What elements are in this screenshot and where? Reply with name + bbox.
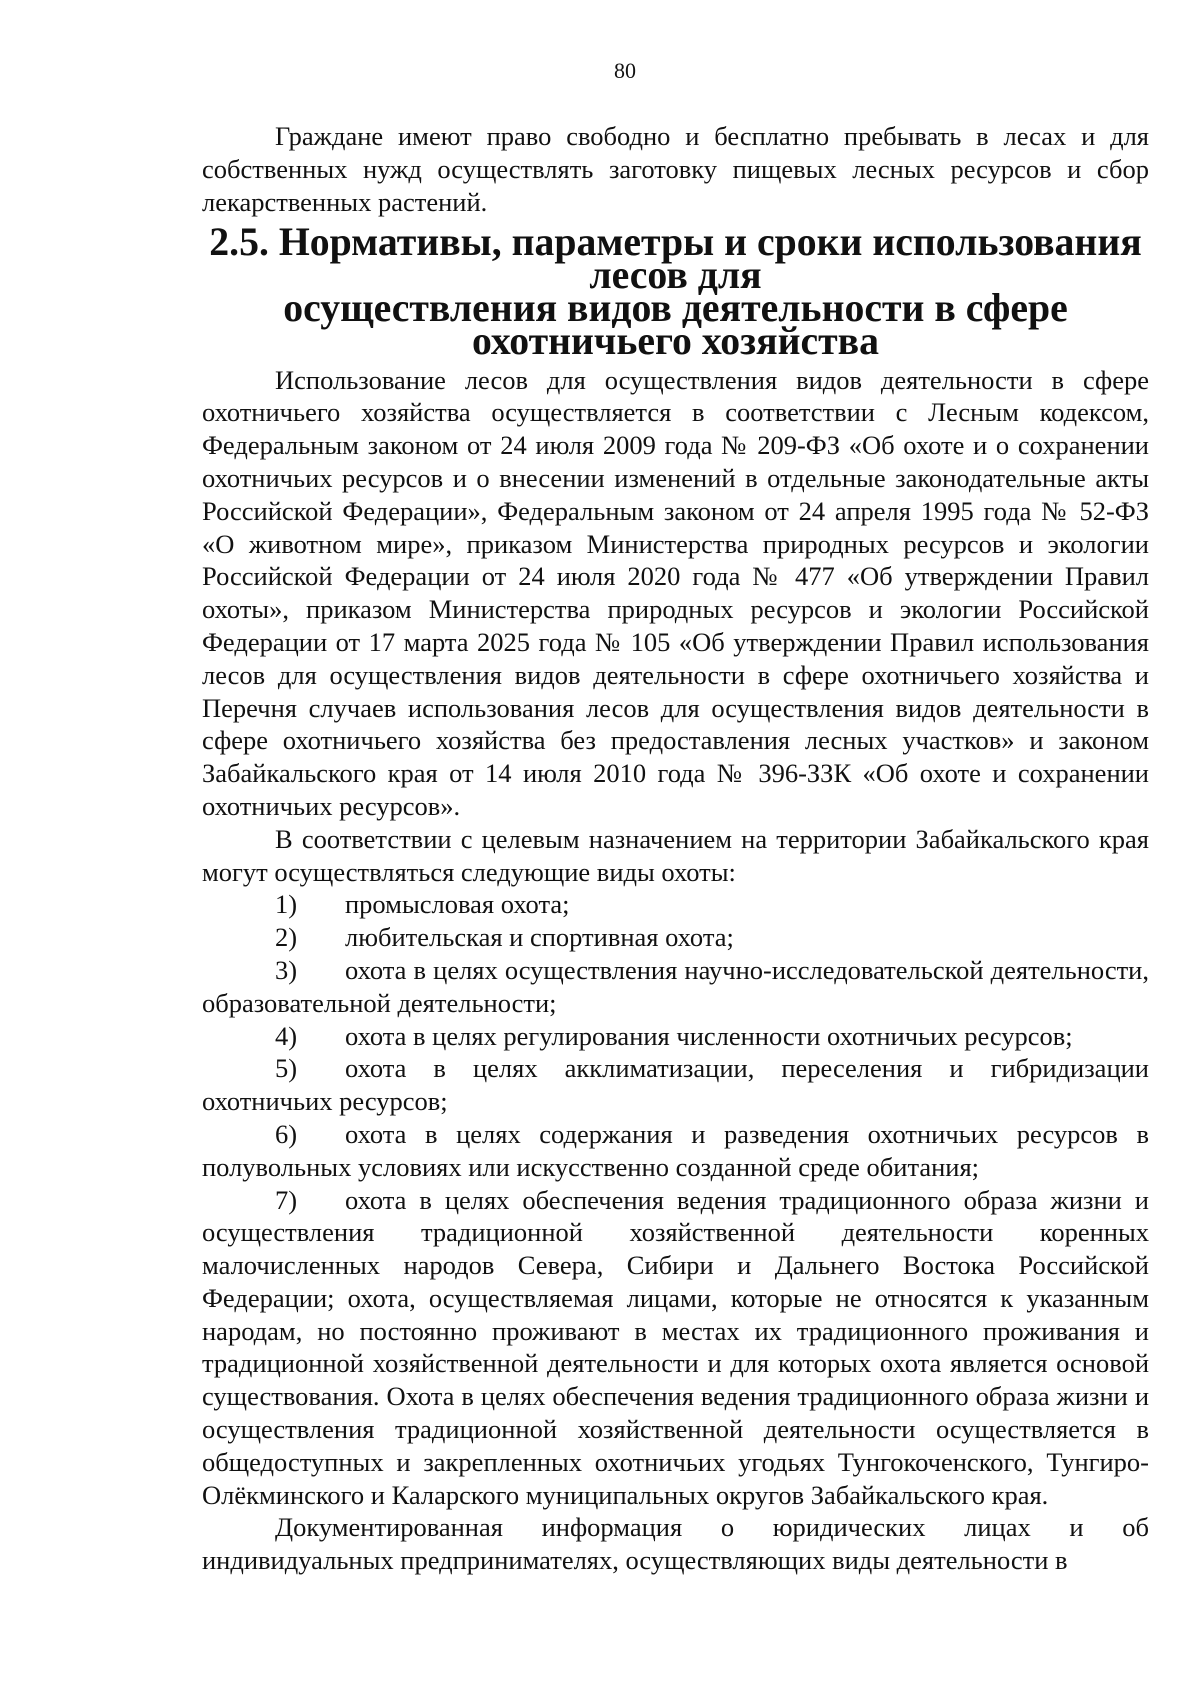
- list-item-text: охота в целях осуществления научно-исследовательской деятельности, образовательной деятельности;: [202, 954, 1149, 1018]
- list-item-text: охота в целях содержания и разведения охотничьих ресурсов в полувольных условиях или искусственно созданной среде обитания;: [202, 1118, 1149, 1182]
- paragraph-legal-basis: Использование лесов для осуществления видов деятельности в сфере охотничьего хозяйства осуществляется в соответствии с Лесным кодексом, Федеральным законом от 24 июля 2009 года № 209-ФЗ «Об охоте и о сохранении охотничьих ресурсов и о внесении изменений в отдельные законодательные акты Российской Федерации», Федеральным законом от 24 апреля 1995 года № 52-ФЗ «О животном мире», приказом Министерства природных ресурсов и экологии Российской Федерации от 24 июля 2020 года № 477 «Об утверждении Правил охоты», приказом Министерства природных ресурсов и экологии Российской Федерации от 17 марта 2025 года № 105 «Об утверждении Правил использования лесов для осуществления видов деятельности в сфере охотничьего хозяйства и Перечня случаев использования лесов для осуществления видов деятельности в сфере охотничьего хозяйства без предоставления лесных участков» и законом Забайкальского края от 14 июля 2010 года № 396-ЗЗК «Об охоте и сохранении охотничьих ресурсов».: [202, 364, 1149, 821]
- list-item-number: 3): [275, 954, 298, 985]
- list-item-number: 1): [275, 889, 298, 920]
- list-item-number: 2): [275, 922, 298, 953]
- list-item-number: 7): [275, 1184, 298, 1215]
- list-item: [202, 921, 1149, 954]
- paragraph-intro: Граждане имеют право свободно и бесплатно пребывать в лесах и для собственных нужд осуществлять заготовку пищевых лесных ресурсов и сбор лекарственных растений.: [202, 121, 1149, 217]
- list-item-number: 5): [275, 1053, 298, 1084]
- list-item-text: любительская и спортивная охота;: [345, 922, 734, 953]
- list-item-text: охота в целях акклиматизации, переселения и гибридизации охотничьих ресурсов;: [202, 1053, 1149, 1117]
- document-body: [202, 120, 1149, 1577]
- list-item-number: 4): [275, 1020, 298, 1051]
- list-item-number: 6): [275, 1118, 298, 1149]
- list-item: [202, 1118, 1149, 1184]
- section-heading-line-2: осуществления видов деятельности в сфере охотничьего хозяйства: [283, 285, 1068, 363]
- list-item-text: охота в целях регулирования численности охотничьих ресурсов;: [345, 1020, 1073, 1051]
- list-item: [202, 1052, 1149, 1118]
- section-heading-line-1: 2.5. Нормативы, параметры и сроки использования лесов для: [209, 220, 1142, 298]
- list-item: [202, 954, 1149, 1020]
- list-item: [202, 1020, 1149, 1053]
- hunting-types-list: [202, 888, 1149, 1511]
- list-item: [202, 888, 1149, 921]
- paragraph-hunting-types-intro: В соответствии с целевым назначением на территории Забайкальского края могут осуществляться следующие виды охоты:: [202, 823, 1149, 887]
- list-item-text: охота в целях обеспечения ведения традиционного образа жизни и осуществления традиционной хозяйственной деятельности коренных малочисленных народов Севера, Сибири и Дальнего Востока Российской Федерации; охота, осуществляемая лицами, которые не относятся к указанным народам, но постоянно проживают в местах их традиционного проживания и традиционной хозяйственной деятельности и для которых охота является основой существования. Охота в целях обеспечения ведения традиционного образа жизни и осуществления традиционной хозяйственной деятельности осуществляется в общедоступных и закрепленных охотничьих угодьях Тунгокоченского, Тунгиро-Олёкминского и Каларского муниципальных округов Забайкальского края.: [202, 1184, 1149, 1510]
- section-heading: [202, 220, 1149, 363]
- list-item: [202, 1184, 1149, 1512]
- page-number: 80: [614, 58, 636, 83]
- list-item-text: промысловая охота;: [345, 889, 570, 920]
- paragraph-documented-info: Документированная информация о юридических лицах и об индивидуальных предпринимателях, осуществляющих виды деятельности в: [202, 1512, 1149, 1576]
